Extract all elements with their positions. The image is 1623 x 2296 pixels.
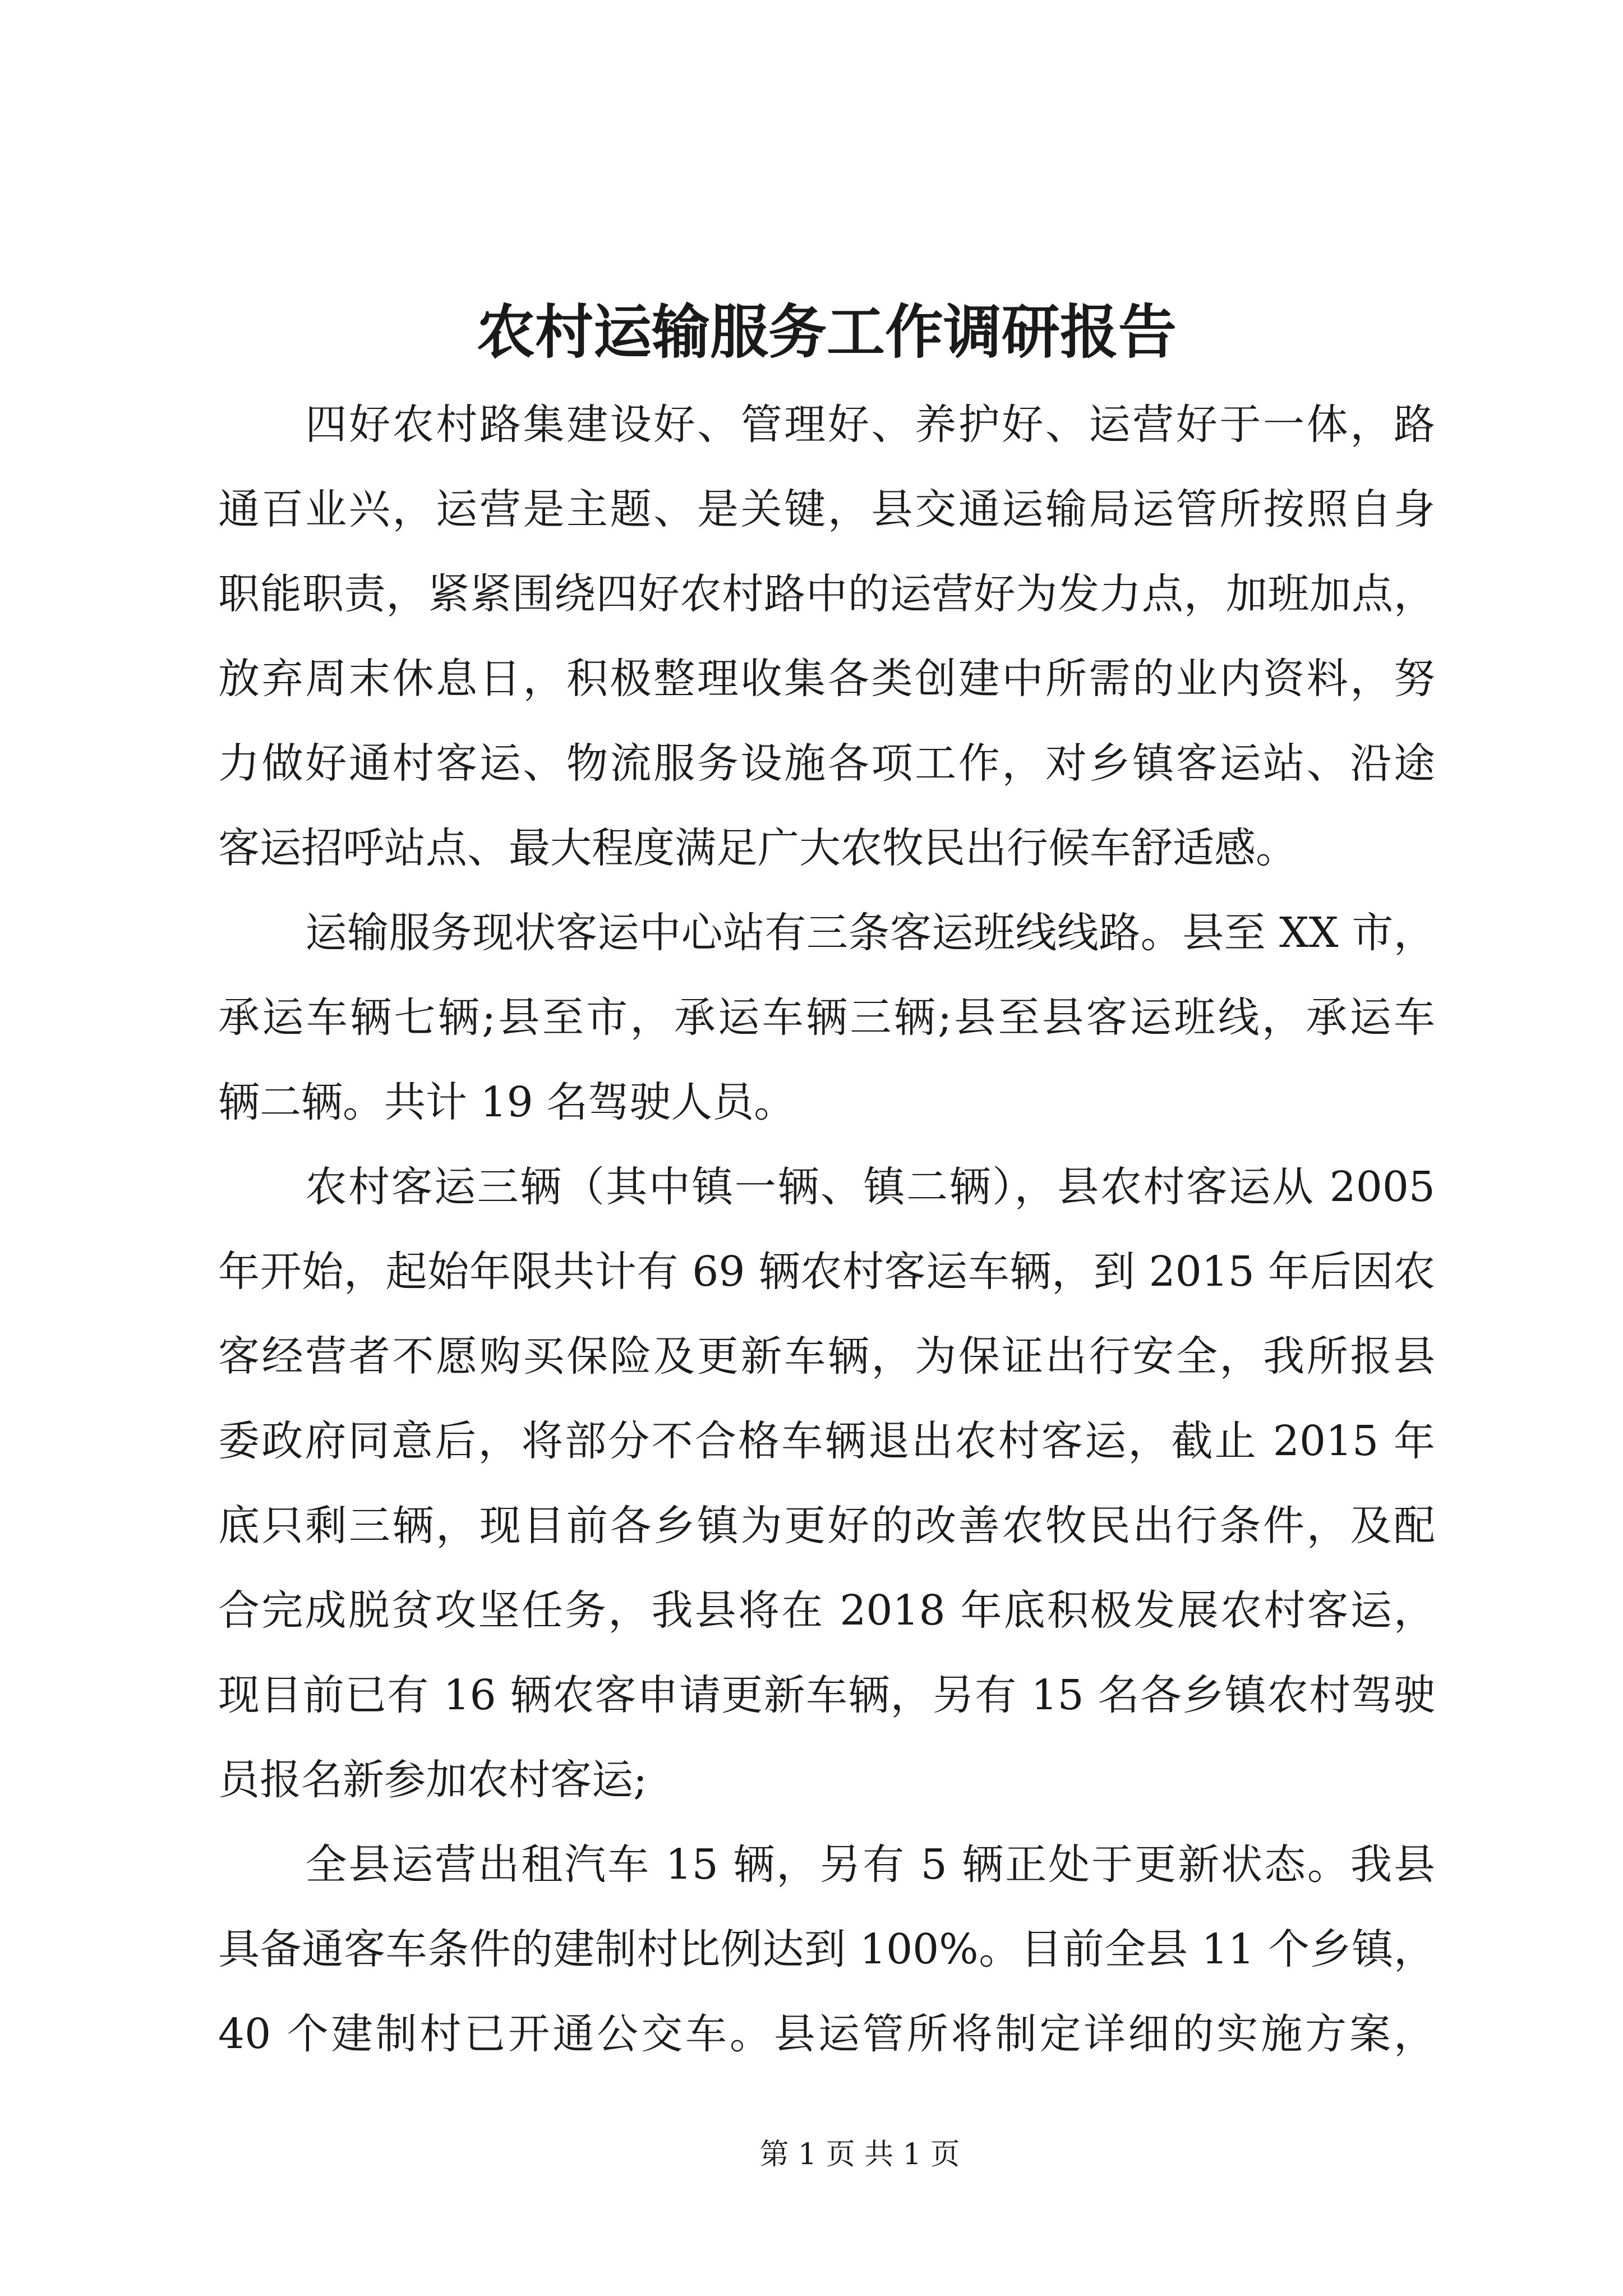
text-line: 40 个建制村已开通公交车。县运管所将制定详细的实施方案， [218,2010,1435,2058]
page-footer: 第 1 页 共 1 页 [759,2138,960,2171]
text-line: 辆二辆。共计 19 名驾驶人员。 [218,1078,796,1126]
text-line: 底只剩三辆，现目前各乡镇为更好的改善农牧民出行条件，及配 [218,1502,1435,1550]
document-body [218,383,1435,2077]
text-line: 四好农村路集建设好、管理好、养护好、运营好于一体，路 [305,401,1435,449]
text-line: 全县运营出租汽车 15 辆，另有 5 辆正处于更新状态。我县 [305,1841,1435,1889]
paragraph-3 [218,1145,1435,1823]
paragraph-4 [218,1823,1435,2077]
text-line: 承运车辆七辆;县至市，承运车辆三辆;县至县客运班线，承运车 [218,993,1435,1042]
text-line: 运输服务现状客运中心站有三条客运班线线路。县至 XX 市， [305,909,1435,957]
text-line: 农村客运三辆（其中镇一辆、镇二辆），县农村客运从 2005 [305,1163,1435,1211]
text-line: 职能职责，紧紧围绕四好农村路中的运营好为发力点，加班加点， [218,570,1435,618]
text-line: 客经营者不愿购买保险及更新车辆，为保证出行安全，我所报县 [218,1332,1435,1381]
text-line: 具备通客车条件的建制村比例达到 100%。目前全县 11 个乡镇， [218,1925,1435,1973]
text-line: 委政府同意后，将部分不合格车辆退出农村客运，截止 2015 年 [218,1417,1435,1465]
paragraph-1 [218,383,1435,891]
text-line: 通百业兴，运营是主题、是关键，县交通运输局运管所按照自身 [218,485,1435,533]
paragraph-2 [218,891,1435,1145]
text-line: 现目前已有 16 辆农客申请更新车辆，另有 15 名各乡镇农村驾驶 [218,1671,1435,1719]
text-line: 力做好通村客运、物流服务设施各项工作，对乡镇客运站、沿途 [218,739,1435,788]
document-title: 农村运输服务工作调研报告 [476,297,1177,366]
text-line: 合完成脱贫攻坚任务，我县将在 2018 年底积极发展农村客运， [218,1586,1435,1635]
text-line: 客运招呼站点、最大程度满足广大农牧民出行候车舒适感。 [218,824,1297,872]
text-line: 年开始，起始年限共计有 69 辆农村客运车辆，到 2015 年后因农 [218,1248,1435,1296]
text-line: 放弃周末休息日，积极整理收集各类创建中所需的业内资料，努 [218,655,1435,703]
text-line: 员报名新参加农村客运; [218,1756,647,1804]
